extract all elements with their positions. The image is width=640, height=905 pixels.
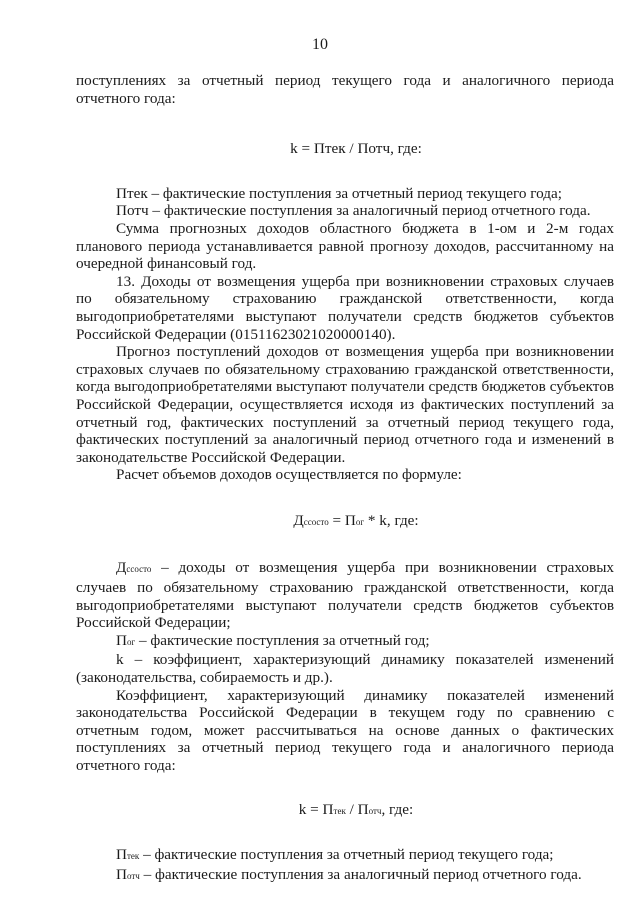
- definition-ptek-symbol: П: [116, 846, 127, 864]
- formula-income-p-sub: ог: [355, 516, 365, 527]
- formula-k-subscript: [98, 775, 614, 847]
- formula-income-d-sub: ссосто: [303, 516, 329, 527]
- formula-k-a: k = П: [298, 800, 334, 818]
- paragraph-coefficient: Коэффициент, характеризующий динамику показателей изменений законодательства Российской Федерации в текущем году по сравнению с отчетным годом, может рассчитываться на основе данных о фактических поступлениях за отчетный период текущего года и аналогичного периода отчетного года:: [76, 686, 614, 774]
- definition-potch-subscript: отч: [126, 870, 140, 881]
- paragraph-formula-intro: Расчет объемов доходов осуществляется по формуле:: [116, 466, 462, 484]
- formula-k-b: / П: [345, 800, 369, 818]
- definition-ptek-subscript: тек: [126, 851, 140, 862]
- definition-k: k – коэффициент, характеризующий динамику показателей изменений (законодательства, собираемость и др.).: [76, 651, 614, 687]
- page-number: 10: [312, 36, 328, 53]
- definition-ptek: Птек – фактические поступления за отчетный период текущего года;: [116, 184, 562, 202]
- document-body: [76, 72, 614, 885]
- formula-income-eq: = П: [328, 511, 356, 529]
- formula-k-c: , где:: [381, 800, 414, 818]
- formula-income-rest: * k, где:: [364, 511, 419, 529]
- definition-potch-sub: [76, 866, 614, 886]
- formula-k-b-sub: отч: [368, 805, 382, 816]
- definition-d-text: – доходы от возмещения ущерба при возникновении страховых случаев по обязательному страхованию гражданской ответственности, когда выгодоприобретателями выступают получатели средств бюджетов субъектов Российской Федерации;: [76, 559, 614, 632]
- definition-potch: Потч – фактические поступления за аналогичный период отчетного года.: [116, 202, 591, 220]
- definition-d-symbol: Д: [116, 559, 127, 577]
- definition-potch-text: – фактические поступления за аналогичный период отчетного года.: [139, 865, 582, 883]
- formula-k-ratio: k = Птек / Потч, где:: [290, 140, 422, 158]
- section-13-heading: 13. Доходы от возмещения ущерба при возникновении страховых случаев по обязательному страхованию гражданской ответственности, когда выгодоприобретателями выступают получатели средств бюджетов субъектов Российской Федерации (01511623021020000140).: [76, 272, 614, 343]
- definition-p-sub: ог: [126, 636, 136, 647]
- formula-income: [98, 484, 614, 560]
- definition-potch-symbol: П: [116, 865, 127, 883]
- definition-ptek-sub: [76, 846, 614, 866]
- definition-d-ssosto: [76, 559, 614, 631]
- definition-p-text: – фактические поступления за отчетный год;: [135, 631, 430, 649]
- paragraph-forecast-method: Прогноз поступлений доходов от возмещения ущерба при возникновении страховых случаев по обязательному страхованию гражданской ответственности, когда выгодоприобретателями выступают получатели средств бюджетов субъектов Российской Федерации, осуществляется исходя из фактических поступлений за отчетный год, фактических поступлений за отчетный период текущего года, фактических поступлений за аналогичный период отчетного года и изменений в законодательстве Российской Федерации.: [76, 343, 614, 466]
- definition-d-sub: ссосто: [126, 564, 152, 575]
- paragraph-continuation: поступлениях за отчетный период текущего года и аналогичного периода отчетного года:: [76, 72, 614, 107]
- paragraph-planning-period: Сумма прогнозных доходов областного бюджета в 1-ом и 2-м годах планового периода устанавливается равной прогнозу доходов, рассчитанному на очередной финансовый год.: [76, 219, 614, 273]
- formula-income-d: Д: [293, 511, 304, 529]
- definition-p-symbol: П: [116, 631, 127, 649]
- definition-p-og: [76, 632, 614, 652]
- definition-ptek-text: – фактические поступления за отчетный период текущего года;: [139, 846, 554, 864]
- formula-k-a-sub: тек: [333, 805, 346, 816]
